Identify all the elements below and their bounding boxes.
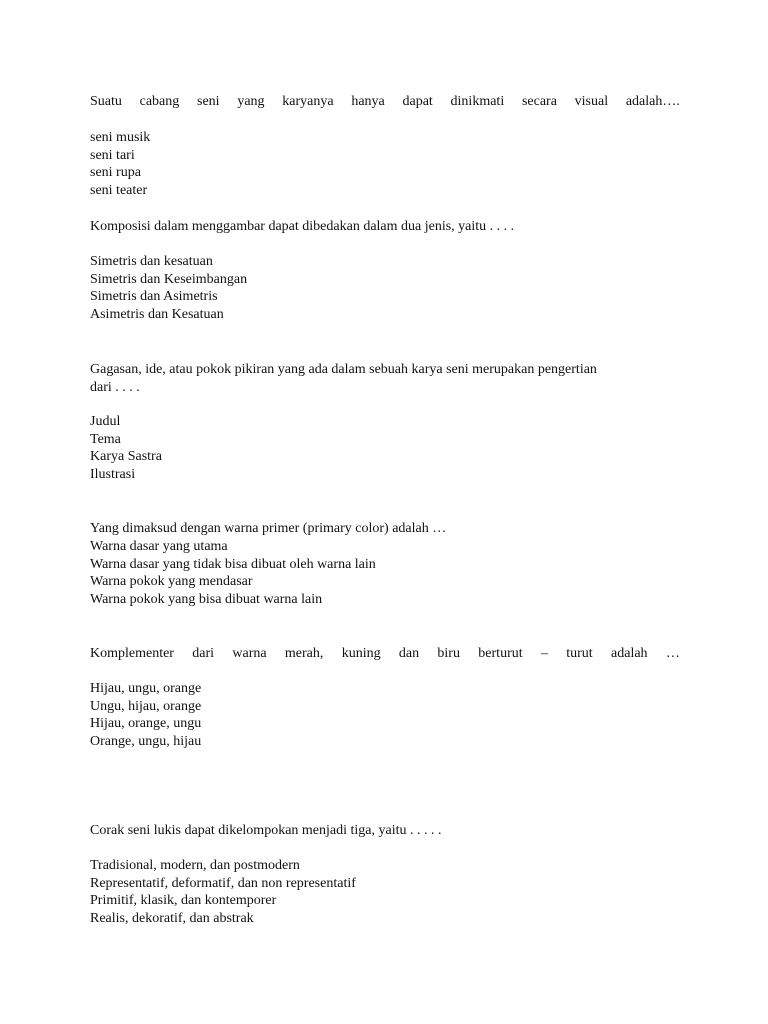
option: seni teater bbox=[90, 183, 148, 199]
question-5-stem bbox=[90, 645, 680, 663]
question-2 bbox=[90, 218, 680, 236]
question-1-stem bbox=[90, 93, 680, 111]
question-4-options bbox=[90, 538, 680, 609]
option: Ilustrasi bbox=[90, 467, 136, 483]
question-2-options bbox=[90, 253, 680, 324]
question-3 bbox=[90, 361, 680, 397]
stem-word: dinikmati bbox=[450, 94, 505, 109]
option: Asimetris dan Kesatuan bbox=[90, 307, 224, 323]
stem-word: kuning bbox=[341, 646, 381, 661]
option: Realis, dekoratif, dan abstrak bbox=[90, 911, 254, 927]
option: Simetris dan Keseimbangan bbox=[90, 271, 248, 287]
option: seni musik bbox=[90, 130, 151, 145]
stem-word: karyanya bbox=[282, 94, 334, 109]
stem-word: biru bbox=[437, 646, 460, 661]
question-4-stem: Yang dimaksud dengan warna primer (primary color) adalah … bbox=[90, 521, 447, 536]
question-2-stem: Komposisi dalam menggambar dapat dibedakan dalam dua jenis, yaitu . . . . bbox=[90, 219, 515, 234]
stem-word: – bbox=[540, 646, 548, 661]
option: Representatif, deformatif, dan non representatif bbox=[90, 875, 356, 891]
option: Warna pokok yang bisa dibuat warna lain bbox=[90, 592, 323, 608]
stem-word: dari bbox=[192, 646, 215, 661]
stem-word: dapat bbox=[402, 94, 433, 109]
question-6-stem: Corak seni lukis dapat dikelompokan menjadi tiga, yaitu . . . . . bbox=[90, 823, 442, 838]
stem-word: cabang bbox=[139, 94, 180, 109]
option: Hijau, ungu, orange bbox=[90, 681, 202, 696]
option: Simetris dan kesatuan bbox=[90, 254, 213, 269]
option: seni rupa bbox=[90, 165, 141, 181]
question-5-options bbox=[90, 680, 680, 751]
option: Tradisional, modern, dan postmodern bbox=[90, 858, 300, 873]
stem-word: seni bbox=[197, 94, 220, 109]
question-4 bbox=[90, 520, 680, 538]
option: Judul bbox=[90, 414, 121, 429]
stem-word: berturut bbox=[478, 646, 523, 661]
stem-word: adalah…. bbox=[625, 94, 680, 109]
stem-word: merah, bbox=[284, 646, 324, 661]
stem-word: … bbox=[665, 646, 680, 661]
question-5 bbox=[90, 645, 680, 663]
question-6-options bbox=[90, 857, 680, 928]
option: Warna dasar yang tidak bisa dibuat oleh warna lain bbox=[90, 556, 376, 572]
stem-word: secara bbox=[521, 94, 557, 109]
question-3-stem-line-1: Gagasan, ide, atau pokok pikiran yang ada dalam sebuah karya seni merupakan pengertian bbox=[90, 362, 597, 377]
question-1 bbox=[90, 93, 680, 111]
stem-word: warna bbox=[232, 646, 267, 661]
option: Warna pokok yang mendasar bbox=[90, 574, 253, 590]
stem-word: turut bbox=[566, 646, 593, 661]
question-3-stem-line-2: dari . . . . bbox=[90, 380, 140, 395]
question-1-options bbox=[90, 129, 680, 200]
stem-word: Suatu bbox=[90, 94, 122, 109]
question-6 bbox=[90, 822, 680, 840]
option: Hijau, orange, ungu bbox=[90, 716, 202, 732]
option: Simetris dan Asimetris bbox=[90, 289, 218, 305]
option: Warna dasar yang utama bbox=[90, 539, 228, 554]
stem-word: Komplementer bbox=[90, 646, 174, 661]
stem-word: hanya bbox=[351, 94, 385, 109]
option: Primitif, klasik, dan kontemporer bbox=[90, 893, 277, 909]
option: seni tari bbox=[90, 147, 135, 163]
option: Ungu, hijau, orange bbox=[90, 698, 202, 714]
stem-word: dan bbox=[398, 646, 420, 661]
option: Orange, ungu, hijau bbox=[90, 734, 202, 750]
option: Karya Sastra bbox=[90, 449, 162, 465]
question-3-options bbox=[90, 413, 680, 484]
stem-word: visual bbox=[574, 94, 609, 109]
stem-word: yang bbox=[237, 94, 265, 109]
option: Tema bbox=[90, 431, 121, 447]
stem-word: adalah bbox=[611, 646, 648, 661]
